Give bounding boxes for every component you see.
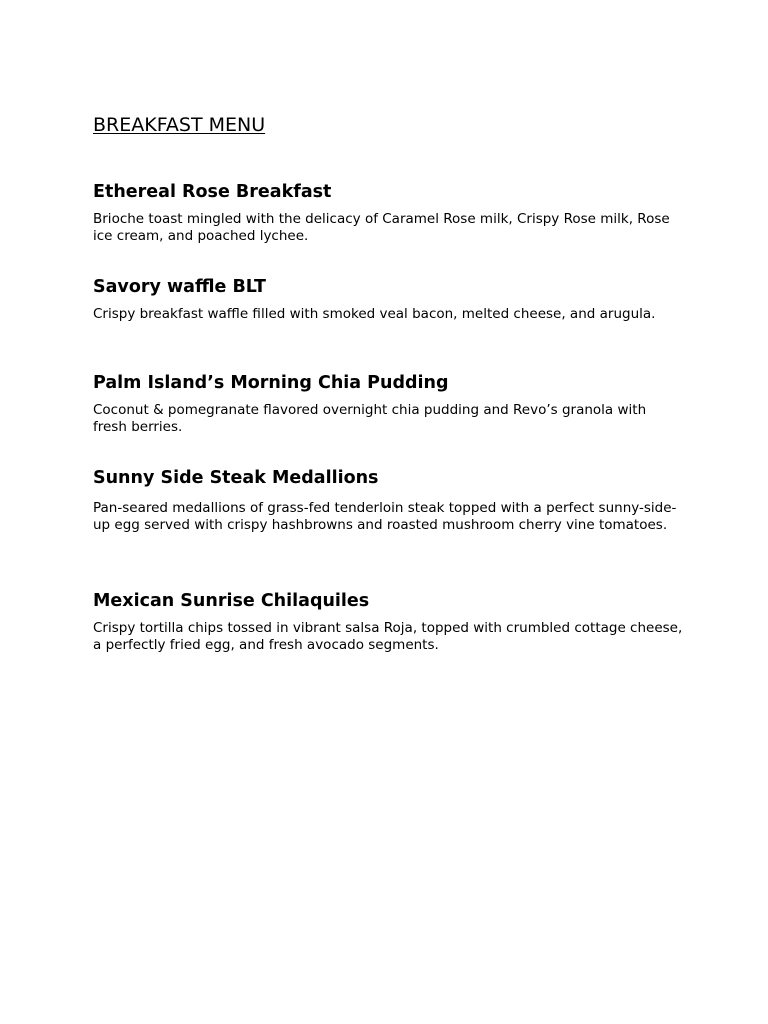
menu-item [93,276,683,323]
menu-item-description: Pan-seared medallions of grass-fed tenderloin steak topped with a perfect sunny-side-up egg served with crispy hashbrowns and roasted mushroom cherry vine tomatoes. [93,500,677,533]
menu-item-name: Sunny Side Steak Medallions [93,468,379,488]
menu-title: BREAKFAST MENU [93,114,266,136]
menu-item-description: Crispy breakfast waffle filled with smoked veal bacon, melted cheese, and arugula. [93,306,656,322]
menu-item-description: Brioche toast mingled with the delicacy of Caramel Rose milk, Crispy Rose milk, Rose ice cream, and poached lychee. [93,211,670,244]
menu-item [93,181,683,244]
menu-item [93,590,683,653]
menu-item-name: Palm Island’s Morning Chia Pudding [93,373,449,393]
menu-item-description: Crispy tortilla chips tossed in vibrant salsa Roja, topped with crumbled cottage cheese, a perfectly fried egg, and fresh avocado segments. [93,620,683,653]
menu-item-description: Coconut & pomegranate flavored overnight chia pudding and Revo’s granola with fresh berries. [93,402,647,435]
menu-item-name: Mexican Sunrise Chilaquiles [93,591,370,611]
menu-item-name: Savory waffle BLT [93,277,266,297]
menu-item [93,467,683,533]
menu-item [93,372,683,435]
menu-item-name: Ethereal Rose Breakfast [93,182,332,202]
